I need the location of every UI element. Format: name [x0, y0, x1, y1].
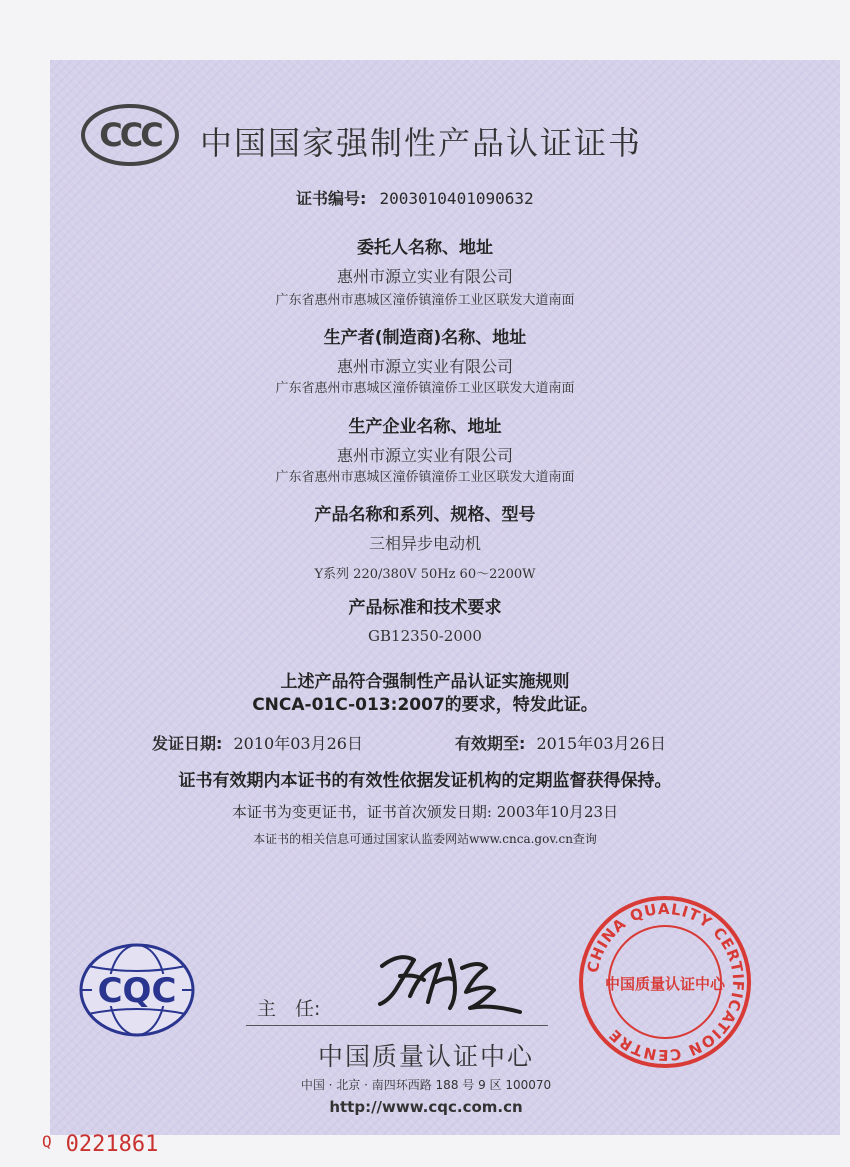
- section-heading-client: 委托人名称、地址: [357, 238, 493, 258]
- seal-outer-text: CHINA QUALITY CERTIFICATION CENTRE: [583, 899, 748, 1065]
- cert-number-label: 证书编号:: [296, 189, 367, 208]
- info-note: 本证书的相关信息可通过国家认监委网站www.cnca.gov.cn查询: [253, 832, 597, 846]
- section-heading-manufacturer: 生产者(制造商)名称、地址: [323, 328, 527, 348]
- section-heading-product: 产品名称和系列、规格、型号: [314, 505, 536, 525]
- serial-prefix: Q: [42, 1132, 52, 1151]
- conformity-line-1: 上述产品符合强制性产品认证实施规则: [280, 672, 570, 692]
- product-model: Y系列 220/380V 50Hz 60～2200W: [314, 567, 536, 582]
- expiry-date-label: 有效期至:: [455, 734, 526, 753]
- seal-inner-text: 中国质量认证中心: [604, 975, 726, 993]
- product-standard: GB12350-2000: [368, 627, 482, 645]
- issuer-website: http://www.cqc.com.cn: [329, 1098, 523, 1116]
- signature-line: [246, 1025, 548, 1026]
- ccc-logo-text: CCC: [99, 116, 161, 154]
- expiry-date: [455, 731, 666, 754]
- cert-number: [296, 186, 534, 209]
- client-address: 广东省惠州市惠城区潼侨镇潼侨工业区联发大道南面: [275, 293, 575, 308]
- issue-date-value: 2010年03月26日: [233, 734, 363, 753]
- certificate-title: 中国国家强制性产品认证证书: [200, 124, 643, 162]
- cert-number-value: 2003010401090632: [379, 189, 534, 208]
- cqc-logo-text: CQC: [97, 971, 177, 1011]
- director-signature: [370, 946, 530, 1016]
- manufacturer-address: 广东省惠州市惠城区潼侨镇潼侨工业区联发大道南面: [275, 381, 575, 396]
- issuer-address: 中国 · 北京 · 南四环西路 188 号 9 区 100070: [300, 1078, 552, 1092]
- conformity-line-2: CNCA-01C-013:2007的要求，特发此证。: [252, 695, 598, 715]
- cqc-logo: [78, 942, 196, 1038]
- factory-address: 广东省惠州市惠城区潼侨镇潼侨工业区联发大道南面: [275, 470, 575, 485]
- issue-date: [152, 731, 363, 754]
- section-heading-standard: 产品标准和技术要求: [348, 598, 502, 618]
- product-name: 三相异步电动机: [368, 534, 481, 553]
- change-note: 本证书为变更证书，证书首次颁发日期: 2003年10月23日: [231, 803, 619, 821]
- director-label: 主 任:: [257, 998, 321, 1020]
- client-name: 惠州市源立实业有限公司: [336, 267, 513, 286]
- issuer-name: 中国质量认证中心: [317, 1042, 534, 1071]
- ccc-logo: [80, 103, 180, 167]
- official-seal: [576, 893, 754, 1071]
- issue-date-label: 发证日期:: [152, 734, 223, 753]
- serial-number: [42, 1132, 158, 1157]
- factory-name: 惠州市源立实业有限公司: [336, 446, 513, 465]
- section-heading-factory: 生产企业名称、地址: [348, 417, 502, 437]
- manufacturer-name: 惠州市源立实业有限公司: [336, 357, 513, 376]
- expiry-date-value: 2015年03月26日: [536, 734, 666, 753]
- serial-value: 0221861: [65, 1132, 159, 1157]
- validity-note: 证书有效期内本证书的有效性依据发证机构的定期监督获得保持。: [178, 771, 672, 791]
